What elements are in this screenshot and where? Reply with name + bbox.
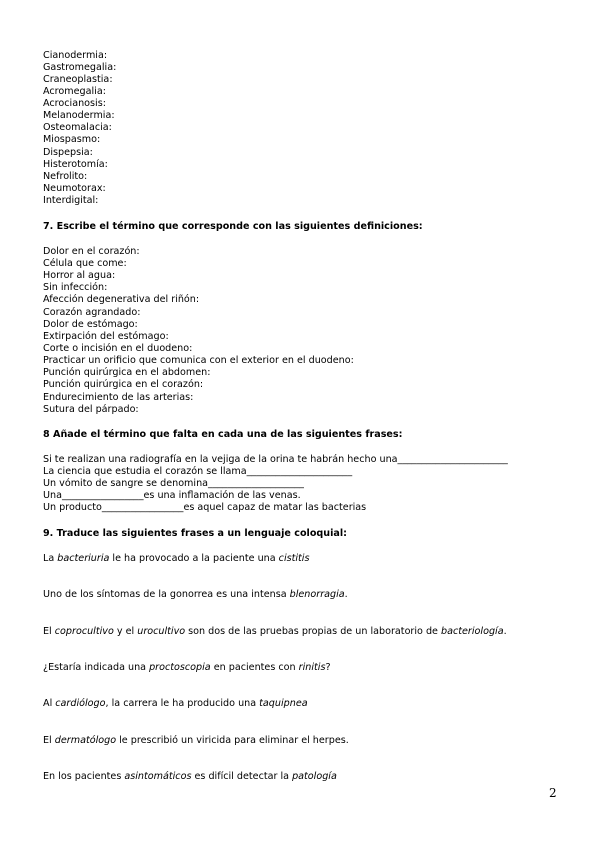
term-item: Gastromegalia: [43, 62, 117, 73]
definition-item: Sin infección: [43, 282, 108, 293]
definition-item: Corte o incisión en el duodeno: [43, 343, 193, 354]
term-item: Dispepsia: [43, 147, 93, 158]
definition-item: Extirpación del estómago: [43, 331, 169, 342]
translate-sentence-5: Al cardiólogo, la carrera le ha producido una taquipnea [43, 698, 308, 709]
section-9-heading: 9. Traduce las siguientes frases a un lenguaje coloquial: [43, 528, 347, 539]
fill-in-sentence: La ciencia que estudia el corazón se llama______________________ [43, 466, 353, 477]
fill-in-sentence: Un vómito de sangre se denomina____________________ [43, 478, 304, 489]
term-item: Nefrolito: [43, 171, 88, 182]
term-item: Osteomalacia: [43, 122, 112, 133]
term-item: Acromegalia: [43, 86, 106, 97]
translate-sentence-6: El dermatólogo le prescribió un viricida para eliminar el herpes. [43, 735, 349, 746]
term-item: Interdigital: [43, 195, 99, 206]
definition-item: Horror al agua: [43, 270, 116, 281]
fill-in-sentence: Un producto_________________es aquel capaz de matar las bacterias [43, 502, 367, 513]
fill-in-sentence: Si te realizan una radiografía en la vejiga de la orina te habrán hecho una_______________________ [43, 454, 508, 465]
translate-sentence-3: El coprocultivo y el urocultivo son dos de las pruebas propias de un laboratorio de bacteriología. [43, 626, 507, 637]
term-item: Melanodermia: [43, 110, 115, 121]
term-item: Cianodermia: [43, 50, 108, 61]
definition-item: Corazón agrandado: [43, 307, 141, 318]
section-7-heading: 7. Escribe el término que corresponde con las siguientes definiciones: [43, 221, 423, 232]
definition-item: Endurecimiento de las arterias: [43, 392, 194, 403]
definition-item: Punción quirúrgica en el corazón: [43, 379, 204, 390]
translate-sentence-2: Uno de los síntomas de la gonorrea es una intensa blenorragia. [43, 589, 348, 600]
definition-item: Sutura del párpado: [43, 404, 139, 415]
term-item: Acrocianosis: [43, 98, 106, 109]
term-item: Craneoplastia: [43, 74, 113, 85]
definition-item: Célula que come: [43, 258, 127, 269]
term-item: Histerotomía: [43, 159, 108, 170]
translate-sentence-4: ¿Estaría indicada una proctoscopia en pacientes con rinitis? [43, 662, 331, 673]
translate-sentence-7: En los pacientes asintomáticos es difícil detectar la patología [43, 771, 337, 782]
fill-in-sentence: Una_________________es una inflamación de las venas. [43, 490, 301, 501]
page-number: 2 [549, 786, 557, 800]
definition-item: Practicar un orificio que comunica con el exterior en el duodeno: [43, 355, 354, 366]
term-item: Miospasmo: [43, 134, 101, 145]
translate-sentence-1: La bacteriuria le ha provocado a la paciente una cistitis [43, 553, 310, 564]
term-item: Neumotorax: [43, 183, 106, 194]
section-8-heading: 8 Añade el término que falta en cada una de las siguientes frases: [43, 429, 403, 440]
definition-item: Afección degenerativa del riñón: [43, 294, 200, 305]
definition-item: Dolor de estómago: [43, 319, 138, 330]
definition-item: Dolor en el corazón: [43, 246, 140, 257]
definition-item: Punción quirúrgica en el abdomen: [43, 367, 211, 378]
